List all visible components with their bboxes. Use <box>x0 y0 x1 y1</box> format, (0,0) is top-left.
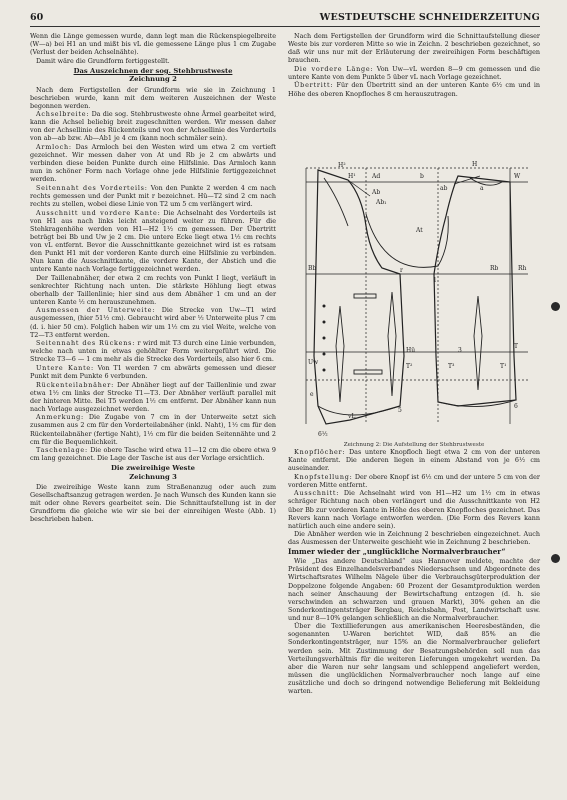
paragraph: Der Taillenabnäher, der etwa 2 cm rechts von Punkt I liegt, verläuft in senkrechter Richtung nach unten. Die stärkste Höhlung liegt etwas oberhalb der Taillenlinie; hier sind aus dem Abnäher 1 cm und an der unteren Kante ½ cm herauszunehmen. <box>30 273 276 306</box>
paragraph-unterweite <box>30 306 276 338</box>
label-at: At <box>416 227 423 234</box>
punch-hole <box>551 554 560 563</box>
run-in-term: Übertritt: <box>294 81 334 90</box>
label-a: a <box>480 185 484 192</box>
paragraph-text: Für den Übertritt sind an der unteren Kante 6½ cm und in Höhe des oberen Knopfloches 8 cm herauszutragen. <box>288 81 540 98</box>
paragraph: Damit wäre die Grundform fertiggestellt. <box>36 56 170 65</box>
label-6: 6 <box>514 403 518 410</box>
paragraph-anmerkung <box>30 413 276 445</box>
paragraph-text: r wird mit T3 durch eine Linie verbunden, welche nach unten in etwas gehöhlter Form weitergeführt wird. Die Strecke T3—6 — 1 cm mehr als die Strecke des Vorderteils, also hier 6 cm. <box>30 339 276 364</box>
right-column-bottom <box>288 448 540 695</box>
paragraph-seitennaht <box>30 184 276 208</box>
paragraph-ausschnitt <box>30 209 276 273</box>
paragraph-rueckenabnaeher <box>30 381 276 413</box>
paragraph: Wie „Das andere Deutschland“ aus Hannover meldete, machte der Präsident des Einzelhandelsverbandes Niedersachsen und Abgeordnete des Wirtschaftsrates Wilhelm Nägele über die Verbrauchsgüterproduktion der Doppelzone folgende Angaben: 60 Prozent der Gesamtproduktion werden nach seiner Anschauung der Bewirtschaftung entzogen (d. h. sie verschwinden an schwarzen und grauen Markt), 30% gehen an die Sonderkontingentsträger Bergbau, Reichsbahn, Post, Landwirtschaft usw. und nur 8—10% gelangen schließlich an die Normalverbraucher. <box>288 557 540 622</box>
label-3: 3 <box>458 347 462 354</box>
paragraph-taschenlage <box>30 446 276 462</box>
paragraph-text: Die Achselnaht wird von H1—H2 um 1½ cm in etwas schräger Richtung nach oben verlängert und die Ausschnittkante von H2 über Bb zur vorderen Kante in Höhe des oberen Knopfloches gezeichnet. Das Revers kann nach Vorlage entworfen werden. (Die Form des Revers kann natürlich auch eine andere sein). <box>288 489 540 530</box>
left-column <box>30 32 276 524</box>
label-h: H <box>472 161 478 168</box>
punch-hole <box>551 302 560 311</box>
paragraph-text: Von T1 werden 7 cm abwärts gemessen und dieser Punkt mit dem Punkte 6 verbunden. <box>30 363 276 380</box>
run-in-term: Ausschnitt: <box>294 489 340 498</box>
label-bb: Bb <box>308 265 317 272</box>
run-in-term: Seitennaht des Vorderteils: <box>36 183 148 192</box>
label-l: l <box>434 277 436 284</box>
label-b: b <box>420 173 424 180</box>
paragraph-text: Von den Punkte 2 werden 4 cm nach rechts gemessen und der Punkt mit r bezeichnet. Hü—T2 sind 2 cm nach rechts zu stellen, wobei diese Linie von T2 um 5 cm verlängert wird. <box>30 183 276 209</box>
paragraph: Die Abnäher werden wie in Zeichnung 2 beschrieben eingezeichnet. Auch das Ausmessen der Unterweite geschieht wie in Zeichnung 2 beschrieben. <box>288 530 540 547</box>
label-vl: vL <box>348 413 356 420</box>
run-in-term: Taschenlage: <box>36 446 88 455</box>
paragraph: Die zweireihige Weste kann zum Straßenanzug oder auch zum Gesellschaftsanzug getragen werden. Je nach Wunsch des Kunden kann sie mit oder ohne Revers gearbeitet sein. Die Schnittaufstellung ist in der Grundform die gleiche wie wir sie bei der einreihigen Weste (Abb. 1) beschrieben haben. <box>30 483 276 524</box>
paragraph-text: Die Achselnaht des Vorderteils ist von H1 aus nach links leicht ansteigend weiter zu führen. Für die Stehkragenhöhe werden von H1—H2 1½ cm gemessen. Der Übertritt beträgt bei Bb und Uw je 2 cm. Die untere Ecke liegt etwa 1½ cm rechts von vL entfernt. Bevor die Ausschnittkante gezeichnet wird ist es ratsam den Punkt H1 mit der vorderen Kante durch eine Hilfslinie zu verbinden. Nun kann die Ausschnittkante, die vordere Kante, der Abstich und die untere Kante nach Vorlage fertiggezeichnet werden. <box>30 208 276 273</box>
article-heading: Immer wieder der „unglückliche Normalverbraucher“ <box>288 547 506 557</box>
paragraph-knopfstellung <box>288 473 540 489</box>
section-subheading: Zeichnung 2 <box>129 75 177 84</box>
paragraph-uebertritt <box>288 81 540 97</box>
paragraph-achselbreite <box>30 110 276 142</box>
paragraph: Nach dem Fertigstellen der Grundform wird die Schnittaufstellung dieser Weste bis zur vorderen Mitte so wie in Zeichn. 2 beschrieben gezeichnet, so daß wir uns nur mit der Erläuterung der zweireihigen Form beschäftigen brauchen. <box>288 32 540 65</box>
paragraph-ausschnitt-revers <box>288 489 540 529</box>
label-t3: T³ <box>448 363 455 370</box>
paragraph: Über die Textillieferungen aus amerikanischen Heeresbeständen, die sogenannten U-Waren berichtet WID, daß 85% an die Sonderkontingentsträger, nur 15% an die Normalverbraucher geliefert werden sein. Mit Zustimmung der Besatzungsbehörden soll nun das Verteilungsverhältnis für die weiteren Lieferungen umgekehrt werden. Da aber die Waren nur sehr langsam und schleppend angeliefert werden, müssen die unglücklichen Normalverbraucher noch lange auf eine zusätzliche und doch so dringend notwendige Belieferung mit Bekleidung warten. <box>288 622 540 695</box>
paragraph-text: Von Uw—vL werden 8—9 cm gemessen und die untere Kante von dem Punkte 5 über vL nach Vorlage gezeichnet. <box>288 64 540 81</box>
run-in-term: Ausmessen der Unterweite: <box>36 306 156 315</box>
run-in-term: Seitennaht des Rückens: <box>36 339 136 348</box>
label-ab1: Ab₁ <box>376 199 387 206</box>
label-5: 5 <box>398 407 402 414</box>
paragraph-rueckennaht <box>30 339 276 363</box>
label-h1: H¹ <box>348 173 356 180</box>
figure-caption: Zeichnung 2: Die Aufstellung der Stehbrustweste <box>343 442 485 448</box>
label-ad: Ad <box>372 173 381 180</box>
run-in-term: Rückenteilabnäher: <box>36 380 115 389</box>
label-e: e <box>310 391 314 398</box>
label-w: W <box>514 173 521 180</box>
paragraph-text: Die obere Tasche wird etwa 11—12 cm die obere etwa 9 cm lang gezeichnet. Die Lage der Tasche ist aus der Vorlage ersichtlich. <box>30 446 276 463</box>
paragraph-text: Das Armloch bei den Westen wird um etwa 2 cm vertieft gezeichnet. Wir messen daher von At und Rb je 2 cm abwärts und verbinden diese beiden Punkte durch eine Hilfslinie. Das Armloch kann nun in schöner Form nach Vorlage ohne jede Hilfslinie fertiggezeichnet werden. <box>30 143 276 184</box>
paragraph-text: Der Abnäher liegt auf der Taillenlinie und zwar etwa 1½ cm links der Strecke T1—T3. Der Abnäher verläuft parallel mit der hinteren Mitte. Bei T5 werden 1½ cm entfernt. Der Abnäher kann nun nach Vorlage ausgezeichnet werden. <box>30 380 276 413</box>
paragraph-vordere-laenge <box>288 65 540 81</box>
paragraph-untere-kante <box>30 364 276 380</box>
paragraph-text: Die Zugabe von 7 cm in der Unterweite setzt sich zusammen aus 2 cm für den Vorderteilabnäher (inkl. Naht), 1½ cm für den Rückenteilabnäher (fertige Naht), 1½ cm für die beiden Seitennähte und 2 cm für die Bequemlichkeit. <box>30 413 276 446</box>
label-hue: Hü <box>406 347 416 354</box>
right-column-top <box>288 32 540 98</box>
paragraph-armloch <box>30 143 276 183</box>
run-in-term: Die vordere Länge: <box>294 64 374 73</box>
label-h2: H² <box>338 162 346 169</box>
label-t: T <box>514 343 519 350</box>
paragraph-text: Der obere Knopf ist 6½ cm und der untere 5 cm von der vorderen Mitte entfernt. <box>288 472 540 489</box>
label-ab-front: Ab <box>372 189 381 196</box>
label-rh: Rh <box>518 265 527 272</box>
paragraph: Wenn die Länge gemessen wurde, dann legt man die Rückenspiegelbreite (W—a) bei H1 an und mißt bis vL die gemessene Länge plus 1 cm Zugabe (Verlust der beiden Achselnähte). <box>30 32 276 57</box>
run-in-term: Knopfstellung: <box>294 472 353 481</box>
run-in-term: Knopflöcher: <box>294 448 346 456</box>
pattern-drawing <box>288 156 540 442</box>
running-title: WESTDEUTSCHE SCHNEIDERZEITUNG <box>319 12 540 23</box>
page-number: 60 <box>30 12 44 23</box>
label-r: r <box>400 267 403 274</box>
run-in-term: Armloch: <box>36 143 72 152</box>
section-heading: Das Auszeichnen der sog. Stehbrustweste <box>73 66 233 75</box>
label-uw: Uw <box>308 359 319 366</box>
paragraph-text: Das untere Knopfloch liegt etwa 2 cm von der unteren Kante entfernt. Die anderen liegen in einem Abstand von je 6½ cm auseinander. <box>288 448 540 473</box>
label-t2: T² <box>406 363 413 370</box>
label-rb: Rb <box>490 265 499 272</box>
run-in-term: Untere Kante: <box>36 363 94 372</box>
paragraph-text: Die Strecke von Uw—T1 wird ausgemessen, (hier 51½ cm). Gebraucht wird aber ½ Unterweite plus 7 cm (d. i. hier 50 cm). Folglich haben wir um 1½ cm zu viel Weite, welche von T2—T3 entfernt werden. <box>30 306 276 339</box>
run-in-term: Anmerkung: <box>36 413 84 422</box>
pattern-drawing-figure <box>288 156 540 456</box>
paragraph-text: Da die sog. Stehbrustweste ohne Ärmel gearbeitet wird, kann die Achsel beliebig breit zugeschnitten werden. Wir messen daher von der Achsellinie des Rückenteils und von der Achsellinie des Vorderteils von ab—ab bzw. Ab—Ab1 je 4 cm (kann noch schmäler sein). <box>30 110 276 143</box>
label-t1: T¹ <box>500 363 507 370</box>
running-header <box>30 12 540 27</box>
label-6-5: 6½ <box>318 431 328 438</box>
run-in-term: Achselbreite: <box>36 110 90 119</box>
section-subheading: Zeichnung 3 <box>129 472 177 481</box>
section-heading: Die zweireihige Weste <box>111 464 195 473</box>
label-ab: ab <box>440 185 448 192</box>
paragraph: Nach dem Fertigstellen der Grundform wie sie in Zeichnung 1 beschrieben wurde, kann mit dem weiteren Auszeichnen der Weste begonnen werden. <box>30 85 276 110</box>
paragraph-knopfloecher <box>288 448 540 472</box>
run-in-term: Ausschnitt und vordere Kante: <box>36 208 161 217</box>
